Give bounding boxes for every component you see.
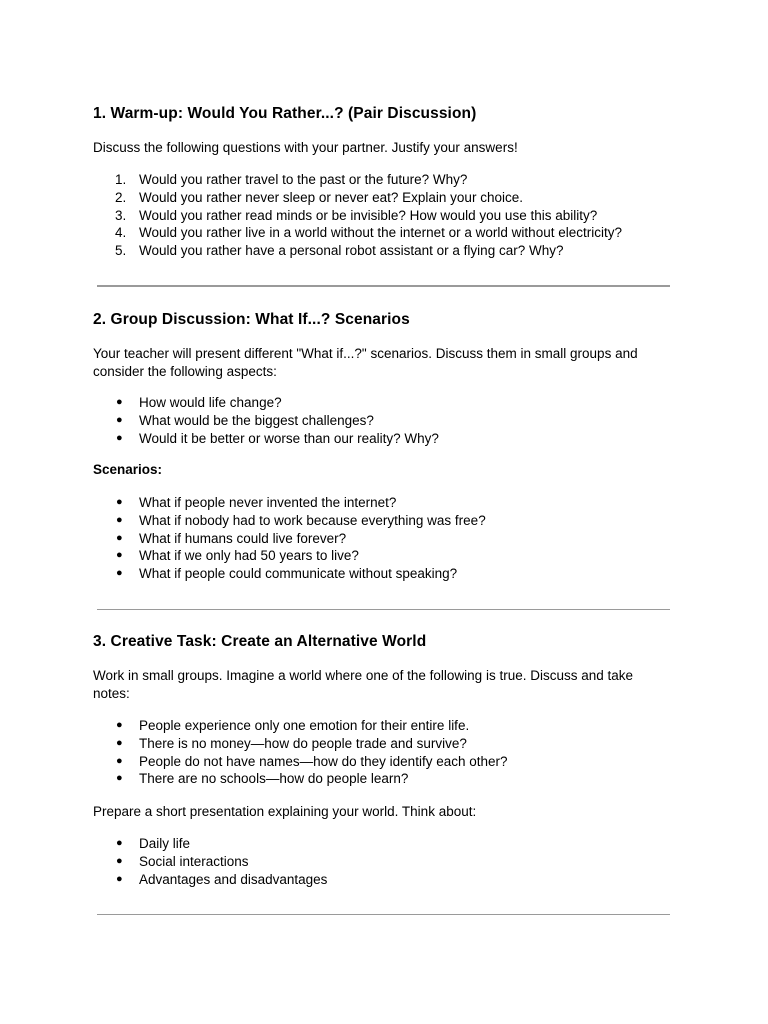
list-item-text: What if humans could live forever? xyxy=(139,530,347,546)
list-item-text: There are no schools—how do people learn? xyxy=(139,771,409,787)
list-item-text: Advantages and disadvantages xyxy=(139,871,328,887)
list-item xyxy=(93,735,673,753)
bullet-icon: ● xyxy=(116,396,123,408)
list-item-text: Daily life xyxy=(139,836,191,851)
section-3-intro: Work in small groups. Imagine a world where one of the following is true. Discuss and take notes: xyxy=(93,668,634,701)
section-3-world-list xyxy=(93,717,673,788)
bullet-icon: ● xyxy=(116,496,123,508)
list-item xyxy=(93,189,673,207)
bullet-icon: ● xyxy=(116,854,123,867)
list-item xyxy=(93,835,673,853)
list-item-text: There is no money—how do people trade and survive? xyxy=(139,735,467,751)
list-item-text: How would life change? xyxy=(139,395,282,410)
bullet-icon: ● xyxy=(116,549,123,562)
bullet-icon: ● xyxy=(116,531,123,544)
list-number: 2. xyxy=(115,189,127,205)
bullet-icon: ● xyxy=(116,413,123,426)
bullet-icon: ● xyxy=(116,719,123,731)
list-item-text: What if people could communicate without speaking? xyxy=(139,566,458,582)
section-1-title: 1. Warm-up: Would You Rather...? (Pair Discussion) xyxy=(93,105,477,122)
section-2-scenario-list xyxy=(93,494,673,583)
list-item-text: Would it be better or worse than our reality? Why? xyxy=(139,430,439,446)
bullet-icon: ● xyxy=(116,513,123,526)
list-item xyxy=(93,512,673,530)
list-item xyxy=(93,530,673,548)
list-item-text: Would you rather travel to the past or the future? Why? xyxy=(139,172,468,187)
list-item-text: What if we only had 50 years to live? xyxy=(139,548,359,564)
list-number: 1. xyxy=(115,172,127,187)
section-3-title: 3. Creative Task: Create an Alternative World xyxy=(93,633,427,650)
section-1-question-list xyxy=(93,171,673,260)
bullet-icon: ● xyxy=(116,772,123,785)
list-item xyxy=(93,565,673,583)
list-item xyxy=(93,853,673,871)
list-number: 5. xyxy=(115,243,127,259)
section-3-think-list xyxy=(93,835,673,888)
bullet-icon: ● xyxy=(116,754,123,767)
list-item xyxy=(93,494,673,512)
list-item-text: What if people never invented the internet? xyxy=(139,495,397,510)
list-item-text: Would you rather never sleep or never eat? Explain your choice. xyxy=(139,189,523,205)
section-divider xyxy=(97,914,670,915)
bullet-icon: ● xyxy=(116,872,123,885)
section-3-prepare: Prepare a short presentation explaining your world. Think about: xyxy=(93,804,477,819)
list-item xyxy=(93,717,673,735)
scenarios-label: Scenarios: xyxy=(93,462,163,477)
list-item-text: Social interactions xyxy=(139,853,249,869)
section-1-intro: Discuss the following questions with your partner. Justify your answers! xyxy=(93,140,518,155)
list-item xyxy=(93,430,673,448)
list-number: 3. xyxy=(115,207,127,223)
list-item-text: Would you rather have a personal robot assistant or a flying car? Why? xyxy=(139,243,564,259)
list-item-text: People do not have names—how do they identify each other? xyxy=(139,753,508,769)
section-divider xyxy=(97,609,670,610)
list-item xyxy=(93,770,673,788)
list-item xyxy=(93,207,673,225)
section-2-intro: Your teacher will present different "What if...?" scenarios. Discuss them in small groups and consider the following aspects: xyxy=(93,346,638,379)
list-number: 4. xyxy=(115,225,127,241)
list-item-text: What would be the biggest challenges? xyxy=(139,412,374,428)
list-item xyxy=(93,547,673,565)
section-2-aspect-list xyxy=(93,394,673,447)
bullet-icon: ● xyxy=(116,736,123,749)
list-item-text: Would you rather live in a world without the internet or a world without electricity? xyxy=(139,225,622,241)
section-2-title: 2. Group Discussion: What If...? Scenarios xyxy=(93,311,410,328)
list-item-text: What if nobody had to work because everything was free? xyxy=(139,512,486,528)
bullet-icon: ● xyxy=(116,431,123,444)
list-item xyxy=(93,242,673,260)
list-item xyxy=(93,753,673,771)
list-item-text: People experience only one emotion for their entire life. xyxy=(139,718,470,733)
section-divider xyxy=(97,285,670,287)
bullet-icon: ● xyxy=(116,567,123,580)
list-item xyxy=(93,394,673,412)
bullet-icon: ● xyxy=(116,837,123,849)
list-item xyxy=(93,224,673,242)
list-item xyxy=(93,171,673,189)
list-item xyxy=(93,412,673,430)
list-item xyxy=(93,871,673,889)
list-item-text: Would you rather read minds or be invisible? How would you use this ability? xyxy=(139,207,598,223)
